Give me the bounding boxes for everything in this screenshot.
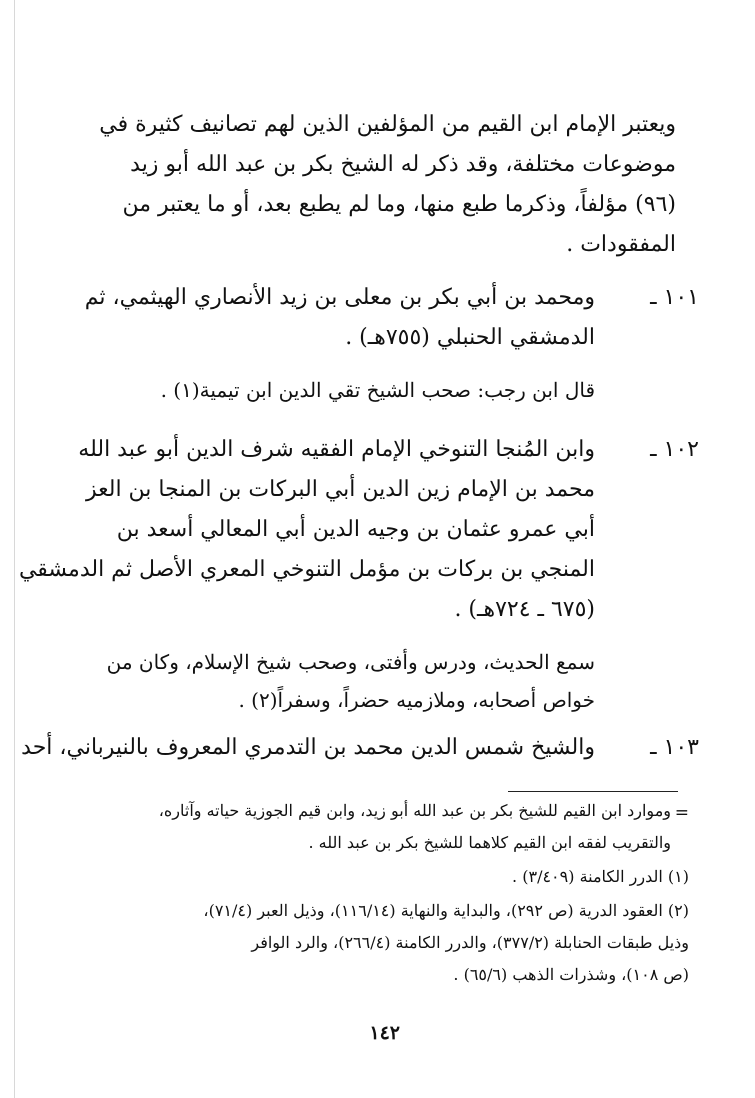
footnote-1: (١) الدرر الكامنة (٣/٤٠٩) . [512,867,689,886]
scan-edge-line [14,0,15,1098]
entry-line-2: الدمشقي الحنبلي (٧٥٥هـ) . [345,325,595,350]
footnote-continuation-2: والتقريب لفقه ابن القيم كلاهما للشيخ بكر بن عبد الله . [308,833,671,852]
entry-line-3: أبي عمرو عثمان بن وجيه الدين أبي المعالي أسعد بن [116,517,595,542]
entry-line-1: والشيخ شمس الدين محمد بن التدمري المعروف بالنيرباني، أحد [21,735,595,760]
footnote-continuation-1: وموارد ابن القيم للشيخ بكر بن عبد الله أبو زيد، وابن قيم الجوزية حياته وآثاره، [158,801,671,820]
page-number: ١٤٢ [369,1022,400,1044]
intro-line-4: المفقودات . [566,232,676,257]
entry-number: ١٠٣ ـ [650,735,699,760]
footnote-2-line-1: (٢) العقود الدرية (ص ٢٩٢)، والبداية والنهاية (١١٦/١٤)، وذيل العبر (٧١/٤)، [203,901,689,920]
footnote-2-line-3: (ص ١٠٨)، وشذرات الذهب (٦٥/٦) . [453,965,689,984]
entry-line-1: وابن المُنجا التنوخي الإمام الفقيه شرف الدين أبو عبد الله [78,437,595,462]
entry-number: ١٠١ ـ [650,285,699,310]
entry-line-5: (٦٧٥ ـ ٧٢٤هـ) . [454,597,595,622]
intro-line-1: ويعتبر الإمام ابن القيم من المؤلفين الذين لهم تصانيف كثيرة في [99,112,676,137]
entry-line-4: المنجي بن بركات بن مؤمل التنوخي المعري الأصل ثم الدمشقي [18,557,595,582]
entry-line-2: محمد بن الإمام زين الدين أبي البركات بن المنجا بن العز [86,477,595,502]
footnote-separator [508,791,678,792]
continuation-mark: = [674,803,689,823]
entry-quote: قال ابن رجب: صحب الشيخ تقي الدين ابن تيمية(١) . [160,378,595,402]
entry-line-1: ومحمد بن أبي بكر بن معلى بن زيد الأنصاري الهيثمي، ثم [84,285,595,310]
intro-line-3: (٩٦) مؤلفاً، وذكرما طبع منها، وما لم يطبع بعد، أو ما يعتبر من [122,192,676,217]
intro-line-2: موضوعات مختلفة، وقد ذكر له الشيخ بكر بن عبد الله أبو زيد [130,152,676,177]
entry-desc-1: سمع الحديث، ودرس وأفتى، وصحب شيخ الإسلام، وكان من [106,650,595,674]
entry-number: ١٠٢ ـ [650,437,699,462]
footnote-2-line-2: وذيل طبقات الحنابلة (٣٧٧/٢)، والدرر الكامنة (٢٦٦/٤)، والرد الوافر [251,933,689,952]
entry-desc-2: خواص أصحابه، وملازميه حضراً، وسفراً(٢) . [238,688,595,712]
